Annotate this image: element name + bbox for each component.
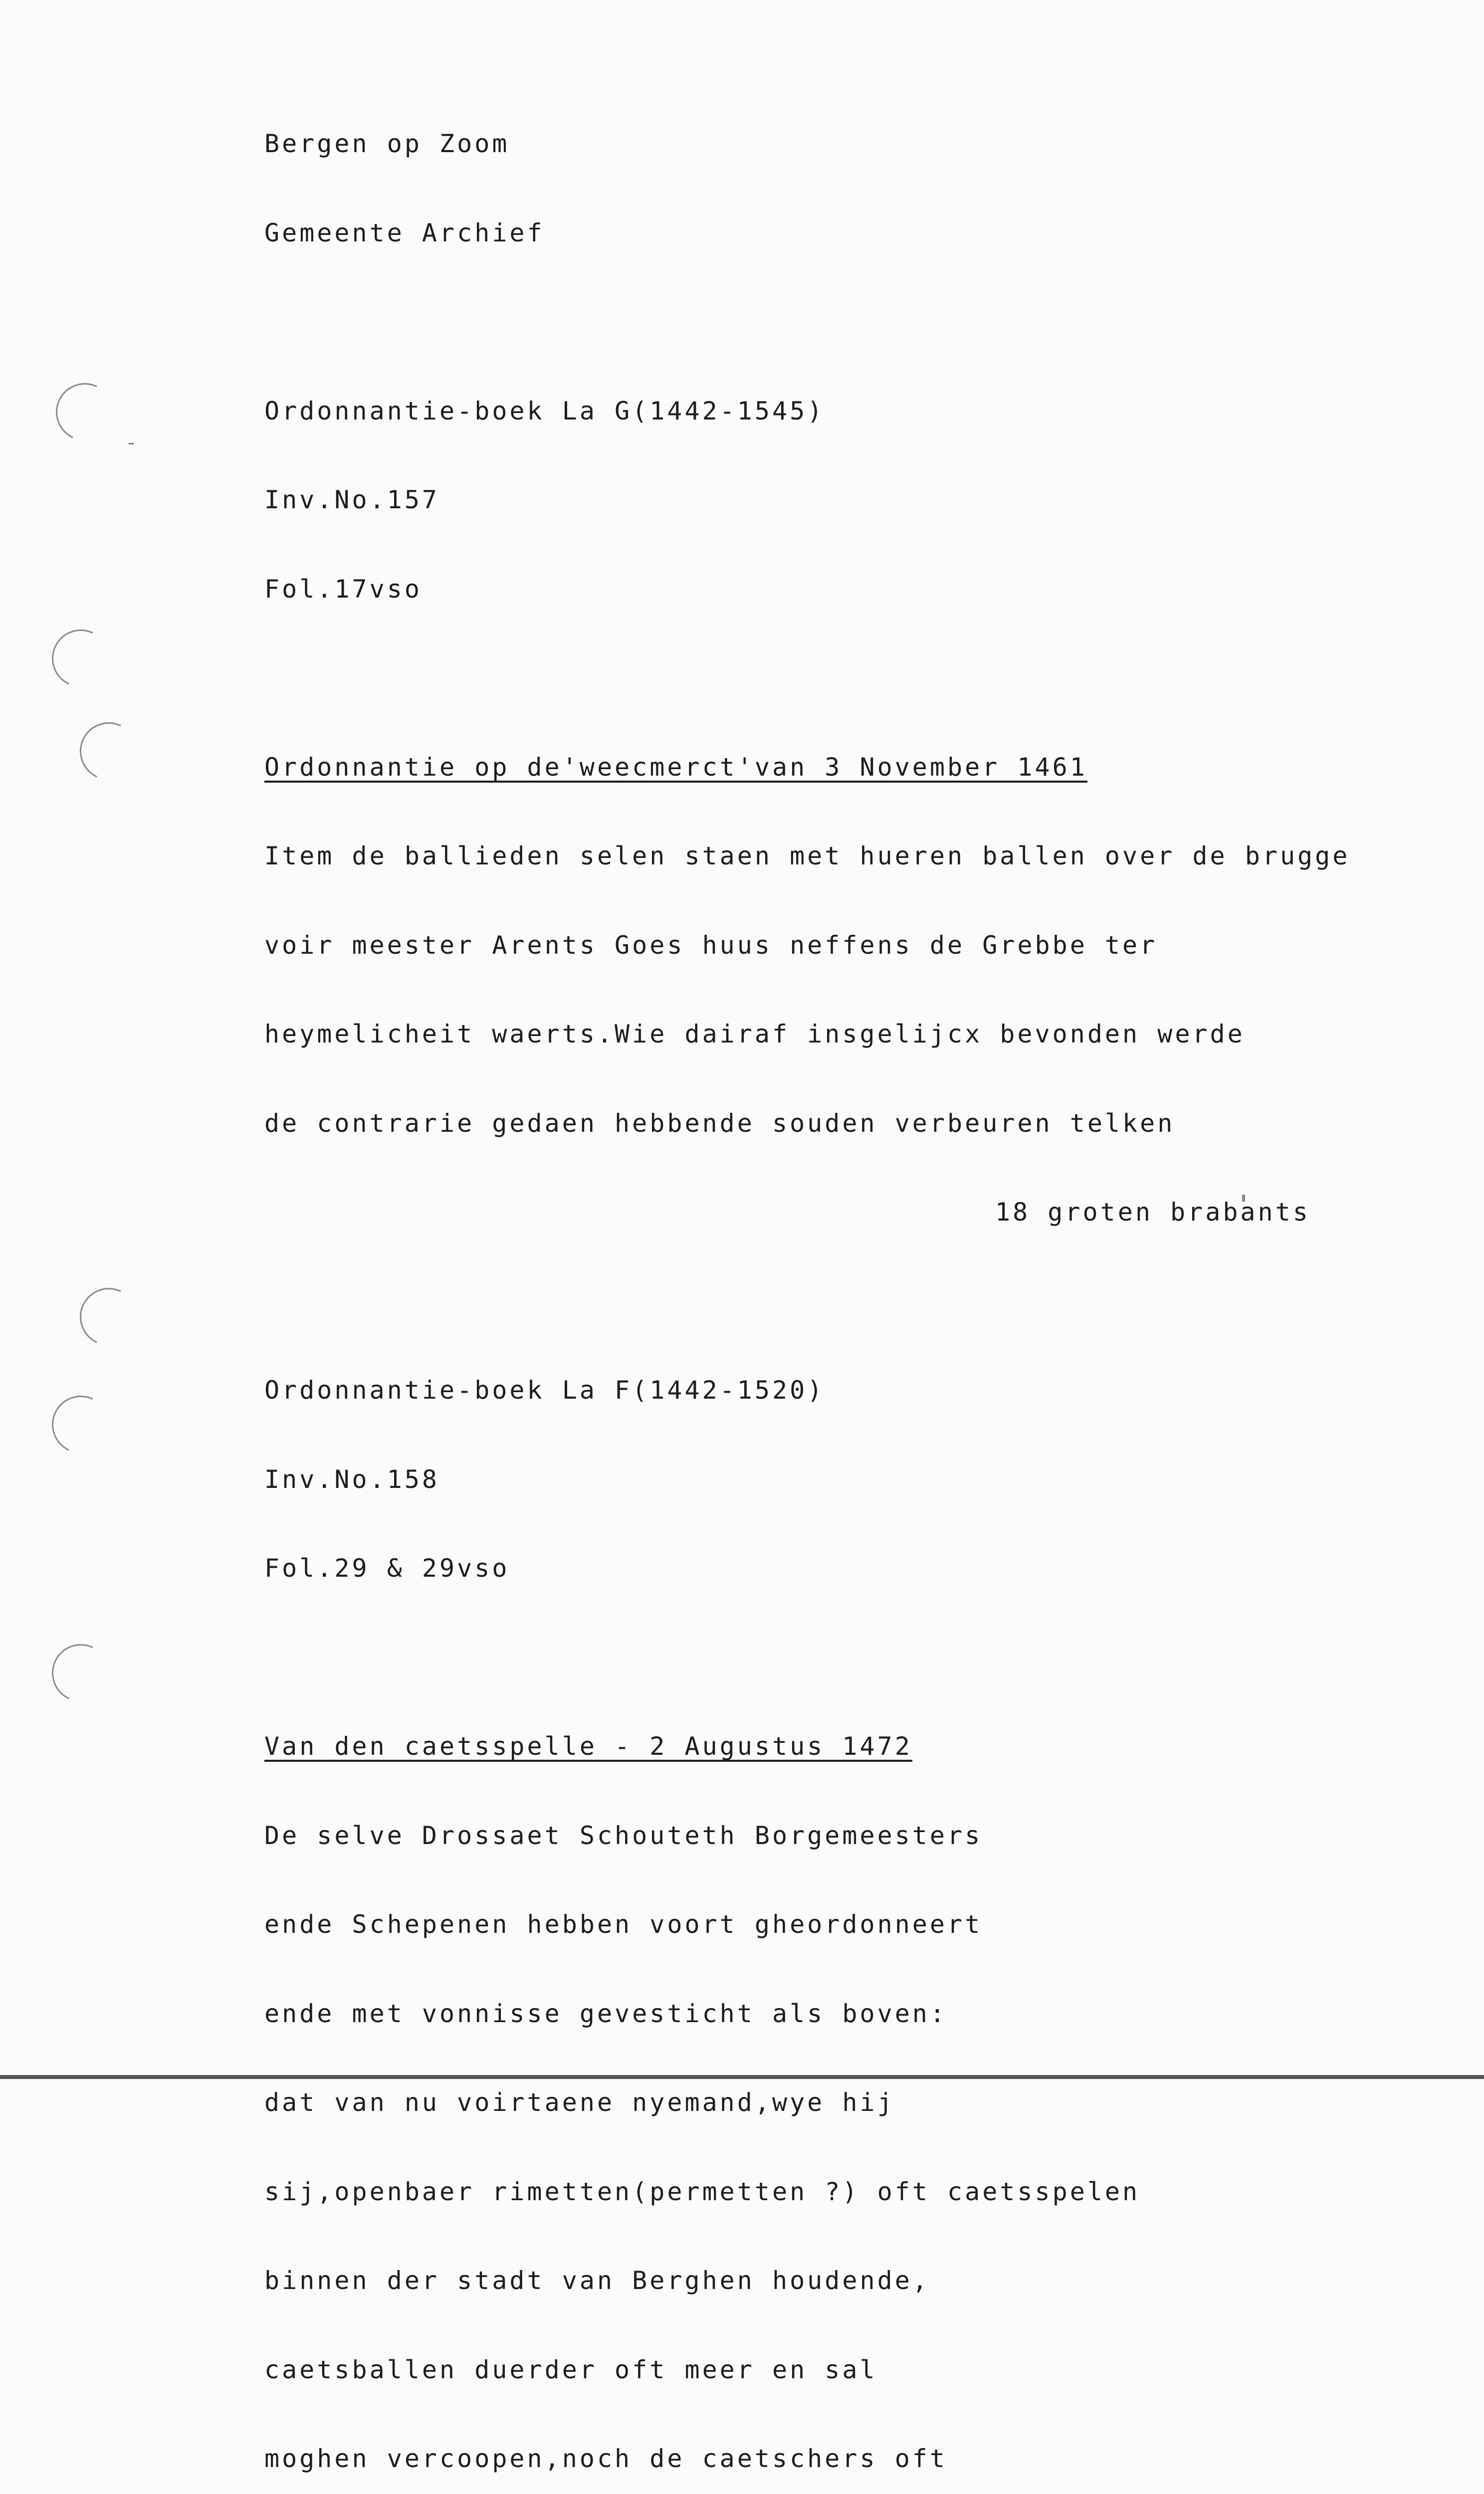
source1-inv: Inv.No.157 [264,485,440,514]
typed-transcription [264,70,1412,2494]
punch-hole-mark [44,1636,118,1710]
ordinance1-line: voir meester Arents Goes huus neffens de Grebbe ter [264,930,1158,960]
punch-hole-mark [72,714,146,789]
ordinance2-line: caetsballen duerder oft meer en sal [264,2355,877,2384]
ordinance1-line: de contrarie gedaen hebbende souden verbeuren telken [264,1108,1175,1138]
source2-book: Ordonnantie-boek La F(1442-1520) [264,1376,825,1405]
header-archive: Gemeente Archief [264,218,545,247]
ordinance2-line: sij,openbaer rimetten(permetten ?) oft caetsspelen [264,2177,1140,2206]
ordinance2-line: ende Schepenen hebben voort gheordonneert [264,1910,983,1939]
punch-hole-mark [44,622,118,696]
ordinance2-title: Van den caetsspelle - 2 Augustus 1472 [264,1732,912,1761]
ordinance1-line: heymelicheit waerts.Wie dairaf insgelijcx bevonden werde [264,1020,1245,1048]
punch-hole-mark [44,1388,118,1462]
ordinance2-line: De selve Drossaet Schouteth Borgemeesters [264,1821,983,1850]
ordinance2-line: ende met vonnisse gevesticht als boven: [264,1999,947,2028]
source2-inv: Inv.No.158 [264,1464,440,1494]
ordinance2-line: binnen der stadt van Berghen houdende, [264,2266,930,2295]
ordinance2-line: dat van nu voirtaene nyemand,wye hij [264,2088,895,2117]
source2-fol: Fol.29 & 29vso [264,1554,510,1583]
ordinance2-line: moghen vercoopen,noch de caetschers oft [264,2444,947,2473]
source1-book: Ordonnantie-boek La G(1442-1545) [264,396,825,425]
source1-fol: Fol.17vso [264,574,422,604]
ordinance1-amount: 18 groten brabants [995,1198,1310,1227]
ordinance1-title: Ordonnantie op de'weecmerct'van 3 November 1461 [264,752,1087,782]
punch-hole-mark [48,375,122,449]
ordinance1-line: Item de ballieden selen staen met hueren ballen over de brugge [264,841,1350,870]
stray-mark [129,443,134,444]
header-place: Bergen op Zoom [264,129,510,158]
page-bottom-edge [0,2075,1484,2079]
punch-hole-mark [72,1280,146,1354]
